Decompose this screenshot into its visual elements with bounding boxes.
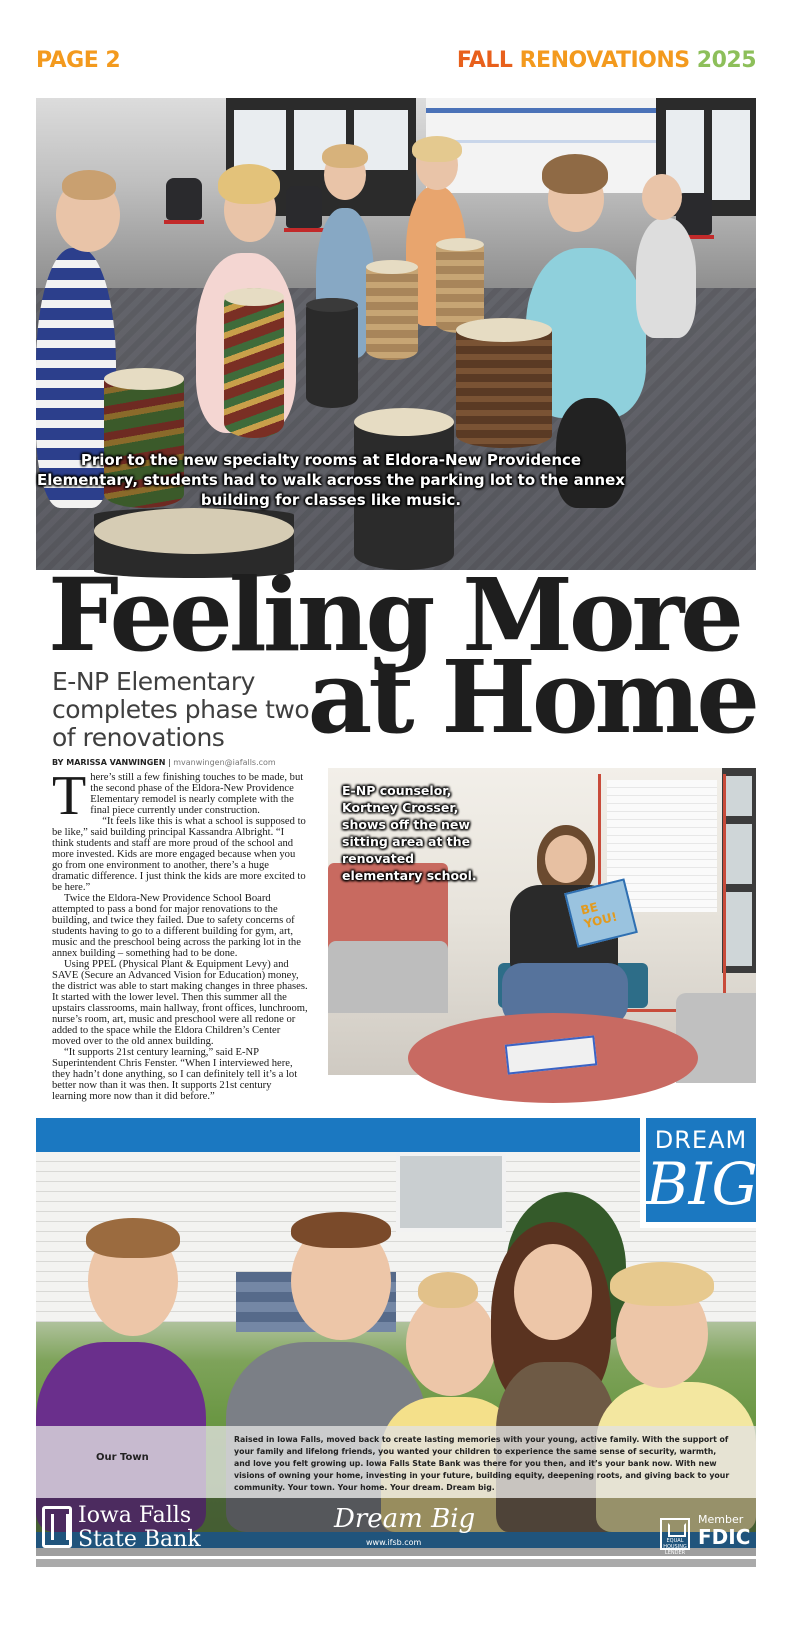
- music-room-photo-caption: Prior to the new specialty rooms at Eldora-New Providence Elementary, students had to walk across the parking lot to the annex building for classes like music.: [37, 451, 625, 509]
- couch: [328, 863, 448, 1013]
- headline-line-2: at Home: [307, 638, 756, 756]
- article-paragraph: “It supports 21st century learning,” said E-NP Superintendent Chris Fenster. “When I interviewed here, they hadn’t done anything, so I can definitely tell it’s a lot better now than it was then. It supports 21st century learning more now than it did before.”: [52, 1047, 298, 1102]
- bank-name: Iowa Falls State Bank: [78, 1503, 201, 1552]
- article-paragraph: Using PPEL (Physical Plant & Equipment Levy) and SAVE (Secure an Advanced Vision for Education) money, the district was able to start making changes in three phases. It started with the lower level. Then this summer all the upstairs classrooms, main hallway, front offices, lunchroom, nurse’s room, art, music and preschool were all redone or added to the space while the Eldora Children’s Center moved over to the old annex building.: [52, 959, 308, 1047]
- page-header: [36, 48, 756, 82]
- counselor-photo: [328, 768, 756, 1075]
- headline-line-1: Feeling More: [48, 556, 740, 674]
- bank-url: www.ifsb.com: [366, 1538, 422, 1547]
- dream-big-script: Dream Big: [334, 1504, 476, 1534]
- djembe-drum: [366, 260, 418, 360]
- bank-advertisement: [36, 1118, 758, 1556]
- counselor-photo-caption: E-NP counselor, Kortney Crosser, shows off the new sitting area at the renovated elementary school.: [342, 783, 477, 883]
- big-word: BIG: [646, 1150, 758, 1218]
- djembe-drum: [436, 238, 484, 333]
- section-title-renovations: RENOVATIONS: [519, 48, 690, 73]
- dream-big-badge: [640, 1118, 756, 1228]
- bank-logo: [42, 1504, 202, 1552]
- article-paragraph: “It feels like this is what a school is supposed to be like,” said building principal Kassandra Albright. “I think students and staff are more proud of the school and more invested. Kids are more engaged because when you go from one environment to another, there’s a huge dramatic difference. I just think the kids are more excited to be here.”: [52, 816, 306, 893]
- equal-housing-lender-icon: EQUAL HOUSING LENDER: [660, 1518, 690, 1550]
- section-title-fall: FALL: [456, 48, 513, 73]
- byline-email: mvanwingen@iafalls.com: [173, 758, 276, 767]
- footer-rule: [36, 1559, 756, 1567]
- subheadline: E-NP Elementary completes phase two of renovations: [52, 667, 310, 752]
- djembe-drum: [306, 298, 358, 408]
- djembe-drum: [224, 288, 284, 438]
- child-background: [636, 218, 696, 338]
- section-title: [457, 48, 756, 73]
- window: [722, 768, 756, 973]
- byline-separator: |: [167, 758, 171, 767]
- article-body: [52, 765, 308, 1102]
- bank-logo-icon: [42, 1506, 72, 1548]
- article-paragraph: Twice the Eldora-New Providence School Board attempted to pass a bond for major renovations to the building, and twice they failed. Due to safety concerns of students having to go to a different building for gym, art, music and the preschool being across the parking lot in the annex building – something had to be done.: [52, 893, 301, 959]
- page-number: PAGE 2: [36, 48, 121, 73]
- counselor: [492, 823, 637, 1028]
- chair: [286, 186, 322, 228]
- drop-cap: T: [52, 765, 87, 827]
- fdic-badge: Member FDIC: [698, 1513, 751, 1549]
- chair: [166, 178, 202, 220]
- section-title-year: 2025: [696, 48, 756, 73]
- article-paragraph: There’s still a few finishing touches to be made, but the second phase of the Eldora-New Providence Elementary remodel is nearly complete with the final piece currently under construction.: [52, 765, 304, 827]
- ad-copy: Raised in Iowa Falls, moved back to create lasting memories with your young, active family. With the support of your family and lifelong friends, you wanted your children to experience the same sense of security, warmth, and love you felt growing up. Iowa Falls State Bank was there for you then, and it’s your bank now. With new visions of owning your home, investing in your future, building equity, deepening roots, and giving back to your community. Your town. Your home. Your dream. Dream big.: [234, 1435, 730, 1492]
- music-room-photo: [36, 98, 756, 570]
- djembe-drum: [456, 318, 552, 448]
- picture-book-title: BE YOU!: [579, 899, 619, 932]
- ad-tagline: Our Town: [96, 1452, 149, 1463]
- byline-author: BY MARISSA VANWINGEN: [52, 758, 166, 767]
- dream-word: DREAM: [654, 1126, 748, 1154]
